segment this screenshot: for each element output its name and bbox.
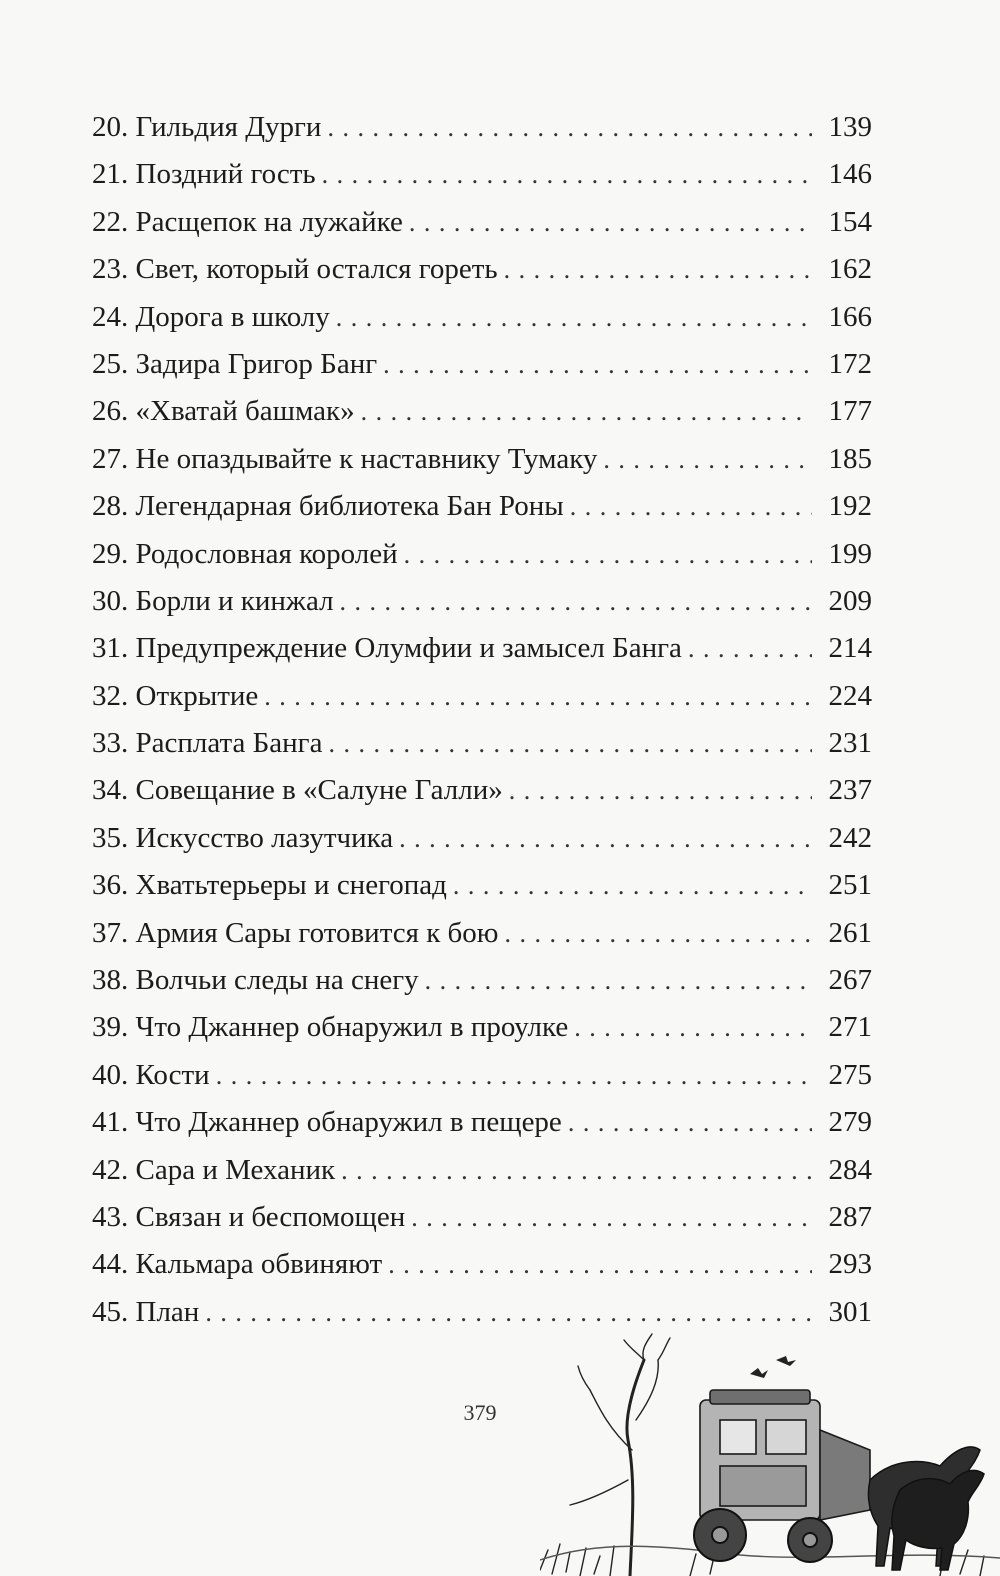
dot-leader (328, 720, 812, 767)
chapter-page-number: 242 (828, 821, 872, 854)
toc-entry (92, 1241, 872, 1288)
chapter-title: 43. Связан и беспомощен (92, 1200, 406, 1233)
dot-leader (603, 436, 812, 483)
chapter-title: 23. Свет, который остался гореть (92, 253, 498, 286)
chapter-page-number: 237 (828, 774, 872, 807)
chapter-title: 42. Сара и Механик (92, 1153, 336, 1186)
dot-leader (383, 341, 812, 388)
dot-leader (388, 1241, 812, 1288)
toc-entry (92, 1147, 872, 1194)
dot-leader (341, 1147, 812, 1194)
dot-leader (409, 199, 812, 246)
chapter-page-number: 267 (828, 964, 872, 997)
toc-entry (92, 910, 872, 957)
chapter-title: 33. Расплата Банга (92, 727, 323, 760)
dot-leader (504, 910, 812, 957)
chapter-page-number: 224 (828, 679, 872, 712)
chapter-page-number: 177 (828, 395, 872, 428)
dot-leader (322, 151, 812, 198)
toc-entry (92, 673, 872, 720)
carriage-with-horses-illustration (540, 1330, 1000, 1576)
toc-entry (92, 578, 872, 625)
toc-entry (92, 436, 872, 483)
chapter-page-number: 284 (828, 1153, 872, 1186)
chapter-title: 20. Гильдия Дурги (92, 111, 322, 143)
toc-entry (92, 341, 872, 388)
dot-leader (425, 957, 812, 1004)
chapter-page-number: 251 (828, 869, 872, 902)
toc-entry (92, 1194, 872, 1241)
page-number: 379 (463, 1400, 497, 1425)
chapter-title: 26. «Хватай башмак» (92, 395, 355, 428)
toc-entry (92, 1099, 872, 1146)
dot-leader (327, 104, 812, 151)
chapter-title: 29. Родословная королей (92, 537, 398, 570)
chapter-title: 34. Совещание в «Салуне Галли» (92, 774, 503, 807)
chapter-title: 39. Что Джаннер обнаружил в проулке (92, 1011, 569, 1044)
chapter-title: 25. Задира Григор Банг (92, 347, 378, 380)
chapter-page-number: 162 (828, 253, 872, 286)
toc-entry (92, 1052, 872, 1099)
chapter-page-number: 271 (828, 1011, 872, 1044)
toc-entry (92, 625, 872, 672)
chapter-title: 24. Дорога в школу (92, 300, 330, 333)
chapter-title: 38. Волчьи следы на снегу (92, 964, 419, 997)
toc-entry (92, 104, 872, 151)
chapter-title: 44. Кальмара обвиняют (92, 1248, 383, 1281)
toc-entry (92, 815, 872, 862)
chapter-page-number: 154 (828, 205, 872, 238)
chapter-page-number: 199 (828, 537, 872, 570)
chapter-title: 36. Хватьтерьеры и снегопад (92, 869, 447, 902)
chapter-page-number: 166 (828, 300, 872, 333)
toc-entry (92, 151, 872, 198)
chapter-title: 31. Предупреждение Олумфии и замысел Банга (92, 632, 682, 665)
dot-leader (570, 483, 812, 530)
toc-entry (92, 294, 872, 341)
chapter-page-number: 293 (828, 1248, 872, 1281)
chapter-title: 41. Что Джаннер обнаружил в пещере (92, 1106, 562, 1139)
toc-entry (92, 957, 872, 1004)
toc-entry (92, 531, 872, 578)
chapter-title: 35. Искусство лазутчика (92, 821, 394, 854)
chapter-page-number: 275 (828, 1058, 872, 1091)
dot-leader (340, 578, 812, 625)
dot-leader (264, 673, 812, 720)
chapter-title: 28. Легендарная библиотека Бан Роны (92, 490, 564, 523)
toc-entry (92, 767, 872, 814)
dot-leader (574, 1004, 812, 1051)
toc-entry (92, 1004, 872, 1051)
toc-entry (92, 483, 872, 530)
chapter-page-number: 214 (828, 632, 872, 665)
chapter-page-number: 279 (828, 1106, 872, 1139)
toc-entry (92, 246, 872, 293)
chapter-page-number: 185 (828, 442, 872, 475)
chapter-title: 22. Расщепок на лужайке (92, 205, 403, 238)
chapter-title: 32. Открытие (92, 679, 259, 712)
chapter-page-number: 301 (828, 1295, 872, 1328)
dot-leader (688, 625, 812, 672)
toc-entry (92, 199, 872, 246)
toc-entry (92, 720, 872, 767)
dot-leader (504, 246, 812, 293)
chapter-page-number: 287 (828, 1200, 872, 1233)
toc-entry (92, 388, 872, 435)
chapter-page-number: 139 (828, 111, 872, 143)
dot-leader (411, 1194, 812, 1241)
chapter-page-number: 261 (828, 916, 872, 949)
dot-leader (404, 531, 812, 578)
chapter-title: 21. Поздний гость (92, 158, 316, 191)
chapter-page-number: 172 (828, 347, 872, 380)
chapter-title: 27. Не опаздывайте к наставнику Тумаку (92, 442, 598, 475)
dot-leader (399, 815, 812, 862)
chapter-page-number: 231 (828, 727, 872, 760)
chapter-title: 40. Кости (92, 1058, 210, 1091)
dot-leader (216, 1052, 812, 1099)
chapter-page-number: 192 (828, 490, 872, 523)
dot-leader (453, 862, 812, 909)
chapter-page-number: 209 (828, 584, 872, 617)
chapter-title: 37. Армия Сары готовится к бою (92, 916, 499, 949)
chapter-title: 45. План (92, 1295, 200, 1328)
dot-leader (568, 1099, 812, 1146)
table-of-contents (92, 104, 872, 1336)
toc-entry (92, 862, 872, 909)
chapter-page-number: 146 (828, 158, 872, 191)
dot-leader (336, 294, 812, 341)
dot-leader (361, 388, 812, 435)
dot-leader (509, 767, 812, 814)
chapter-title: 30. Борли и кинжал (92, 584, 334, 617)
